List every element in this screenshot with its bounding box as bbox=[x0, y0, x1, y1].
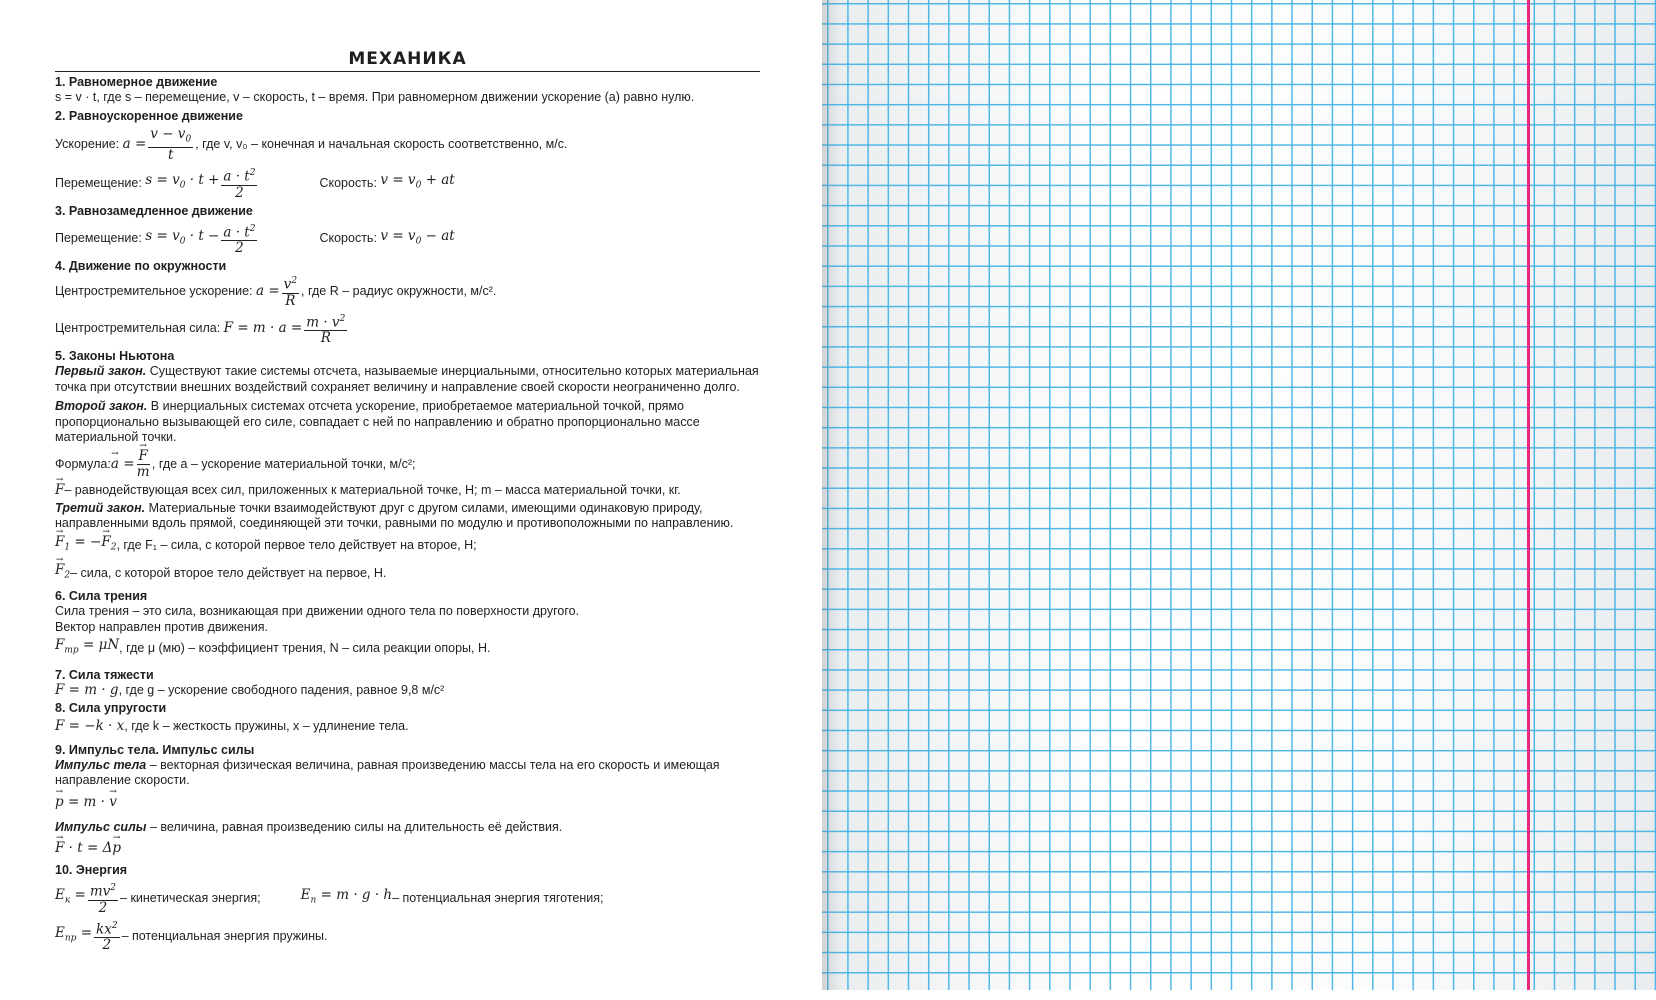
fraction: $\frac{a \cdot t^2}{2}$ bbox=[223, 223, 256, 257]
elasticity-formula-row bbox=[55, 719, 760, 734]
section-impulse bbox=[55, 742, 760, 857]
fraction: $\frac{mv^2}{2}$ bbox=[89, 883, 117, 916]
fraction: → $\frac{F}{m}$ bbox=[137, 449, 150, 480]
second-law: Второй закон. В инерциальных системах отсчета ускорение, приобретаемое материальной точкой, прямо пропорционально вызывающей его силе, совпадает с ней по направлению и обратно пропорционально массе материальной точки. bbox=[55, 399, 700, 445]
formula-v: $v = v_0$ + at bbox=[380, 172, 455, 191]
centripetal-acceleration-label: Центростремительное ускорение: bbox=[55, 283, 253, 298]
formula-p: → p = m · → v bbox=[55, 795, 117, 810]
centripetal-force-label: Центростремительная сила: bbox=[55, 321, 221, 336]
body-impulse-formula bbox=[55, 795, 760, 810]
friction-text-2: Вектор направлен против движения. bbox=[55, 619, 268, 634]
formula-a: → a = bbox=[111, 457, 135, 472]
friction-formula-row bbox=[55, 638, 760, 659]
formula-f1: → $F_1$ = −→ $F_2$ bbox=[55, 535, 116, 556]
fraction: $\frac{m \cdot v^2}{R}$ bbox=[306, 313, 346, 347]
section-newton-laws bbox=[55, 348, 760, 584]
fraction: $\frac{kx^2}{2}$ bbox=[96, 920, 118, 954]
section-friction bbox=[55, 588, 760, 659]
force-note: – равнодействующая всех сил, приложенных к материальной точке, Н; m – масса материальной точки, кг. bbox=[64, 482, 681, 497]
friction-text-1: Сила трения – это сила, возникающая при движении одного тела по поверхности другого. bbox=[55, 604, 580, 619]
formula-label: Формула: bbox=[55, 456, 111, 471]
displacement-speed-row bbox=[55, 222, 760, 257]
section-circular-motion bbox=[55, 258, 760, 346]
section-title: 9. Импульс тела. Импульс силы bbox=[55, 742, 255, 757]
gravity-note: , где g – ускорение свободного падения, равное 9,8 м/с² bbox=[118, 682, 445, 697]
centripetal-acceleration-row bbox=[55, 274, 760, 309]
third-law: Третий закон. Материальные точки взаимодействуют друг с другом силами, имеющими одинаковую природу, направленными вдоль прямой, соединяющей эти точки, равными по модулю и противоположными по направлению. bbox=[55, 500, 734, 531]
kinetic-note: – кинетическая энергия; bbox=[120, 891, 261, 905]
body-impulse-text: Импульс тела – векторная физическая величина, равная произведению массы тела на его скорость и имеющая направление скорости. bbox=[55, 757, 720, 788]
friction-note: , где μ (мю) – коэффициент трения, N – сила реакции опоры, Н. bbox=[119, 640, 491, 655]
page-content bbox=[55, 48, 760, 953]
formula-epr: $E_{пр}$ = bbox=[55, 924, 93, 944]
formula-a: a = bbox=[122, 136, 147, 153]
formula-a: a = bbox=[256, 282, 280, 299]
section-uniform-motion bbox=[55, 74, 760, 106]
section-title: 1. Равномерное движение bbox=[55, 75, 218, 89]
grid-page bbox=[822, 0, 1656, 1000]
speed-label: Скорость: bbox=[319, 231, 377, 246]
formula-v: $v = v_0$ − at bbox=[380, 227, 455, 247]
spring-note: – потенциальная энергия пружины. bbox=[121, 928, 328, 943]
section-title: 3. Равнозамедленное движение bbox=[55, 203, 253, 218]
speed-label: Скорость: bbox=[319, 175, 377, 190]
centripetal-force-row bbox=[55, 312, 760, 347]
formula-note: , где a – ускорение материальной точки, м/с²; bbox=[151, 456, 416, 471]
potential-note: – потенциальная энергия тяготения; bbox=[392, 891, 604, 905]
section-text: s = v · t, где s – перемещение, v – скорость, t – время. При равномерном движении ускорение (a) равно нулю. bbox=[55, 90, 695, 104]
fraction: $\frac{a \cdot t^2}{2}$ bbox=[223, 168, 256, 201]
section-title: 2. Равноускоренное движение bbox=[55, 108, 243, 123]
section-energy bbox=[55, 862, 760, 953]
displacement-speed-row bbox=[55, 166, 760, 201]
acceleration-formula-row bbox=[55, 127, 760, 164]
formula-ek: $E_к$ = bbox=[55, 887, 86, 906]
gravity-formula-row bbox=[55, 683, 760, 698]
force-note-row bbox=[55, 483, 760, 498]
formula-ft: → F · t = Δ→ p bbox=[55, 841, 121, 856]
displacement-label: Перемещение: bbox=[55, 175, 142, 190]
page-edge bbox=[822, 990, 1656, 1000]
formula-f: → F bbox=[55, 483, 64, 498]
elasticity-note: , где k – жесткость пружины, x – удлинение тела. bbox=[124, 718, 409, 733]
section-accelerated-motion bbox=[55, 108, 760, 201]
section-title: 4. Движение по окружности bbox=[55, 259, 227, 274]
second-law-formula-row bbox=[55, 449, 760, 480]
page-title: МЕХАНИКА bbox=[55, 48, 760, 72]
energy-row-1 bbox=[55, 881, 760, 916]
acceleration-note: , где v, v₀ – конечная и начальная скорость соответственно, м/с. bbox=[195, 137, 568, 152]
section-decelerated-motion bbox=[55, 203, 760, 257]
formula-s: $s = v_0 \cdot t$ + bbox=[145, 172, 220, 191]
formula-friction: $F_{тр} = \mu N$ bbox=[55, 637, 120, 656]
f2-row bbox=[55, 563, 760, 584]
f1-row bbox=[55, 535, 760, 556]
first-law: Первый закон. Существуют такие системы отсчета, называемые инерциальными, относительно которых материальная точка при отсутствии внешних воздействий сохраняет величину и направление своей скорости неограниченно долго. bbox=[55, 364, 759, 394]
formula-gravity: F = m · g bbox=[55, 681, 119, 698]
section-title: 10. Энергия bbox=[55, 863, 128, 878]
fraction: $\frac{v - v_0}{t}$ bbox=[150, 125, 192, 164]
acceleration-label: Ускорение: bbox=[55, 137, 120, 152]
formula-f2: → $F_2$ bbox=[55, 563, 70, 584]
force-impulse-formula bbox=[55, 841, 760, 856]
fraction: $\frac{v^2}{R}$ bbox=[283, 276, 298, 309]
f1-note: , где F₁ – сила, с которой первое тело действует на второе, Н; bbox=[116, 537, 477, 552]
energy-row-2 bbox=[55, 919, 760, 954]
printed-page bbox=[0, 0, 820, 1000]
centripetal-acceleration-note: , где R – радиус окружности, м/с². bbox=[301, 283, 497, 298]
section-elasticity bbox=[55, 700, 760, 734]
section-gravity bbox=[55, 667, 760, 698]
section-title: 8. Сила упругости bbox=[55, 700, 167, 715]
section-title: 6. Сила трения bbox=[55, 589, 148, 604]
section-title: 7. Сила тяжести bbox=[55, 667, 154, 682]
formula-s: $s = v_0 \cdot t$ − bbox=[145, 227, 220, 247]
formula-ep: $E_п = m \cdot g \cdot h$ bbox=[300, 887, 393, 906]
section-title: 5. Законы Ньютона bbox=[55, 349, 175, 364]
margin-line bbox=[1527, 0, 1530, 1000]
formula-elasticity: F = −k · x bbox=[55, 717, 125, 734]
force-impulse-text: Импульс силы – величина, равная произведению силы на длительность её действия. bbox=[55, 819, 563, 834]
f2-note: – сила, с которой второе тело действует на первое, Н. bbox=[70, 566, 387, 581]
displacement-label: Перемещение: bbox=[55, 231, 142, 246]
formula-f: F = m · a = bbox=[223, 320, 303, 337]
